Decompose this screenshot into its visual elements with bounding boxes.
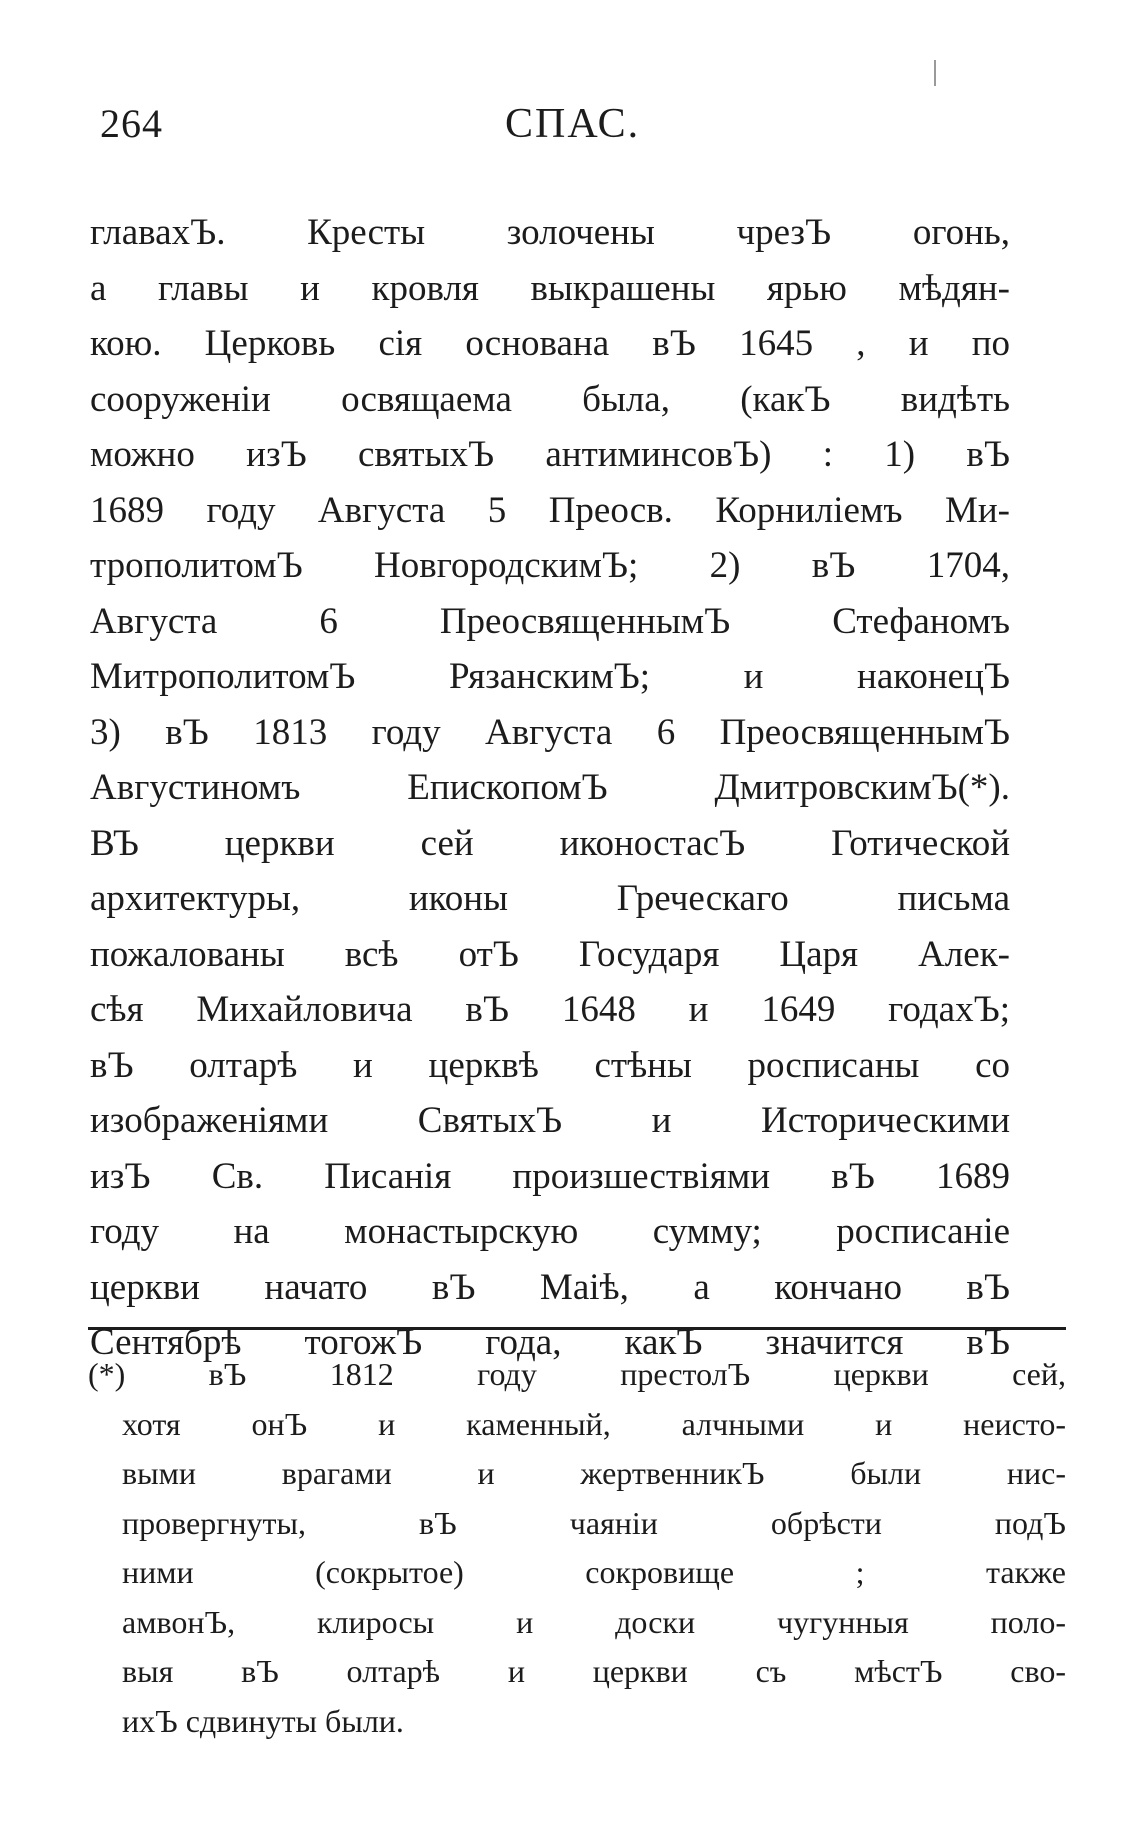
body-line: архитектуры, иконы Греческаго письма (90, 878, 1010, 919)
body-line: Августиномъ ЕпископомЪ ДмитровскимЪ(*). (90, 767, 1010, 808)
footnote-line: выя вЪ олтарѣ и церкви съ мѣстЪ сво- (122, 1653, 1066, 1689)
footnote-divider (88, 1327, 1066, 1330)
body-line: церкви начато вЪ Маіѣ, а кончано вЪ (90, 1266, 1010, 1308)
body-line: главахЪ. Кресты золочены чрезЪ огонь, (90, 212, 1010, 253)
print-speck (934, 60, 936, 86)
body-line: ВЪ церкви сей иконостасЪ Готической (90, 822, 1010, 864)
body-line: изЪ Св. Писанія произшествіями вЪ 1689 (90, 1155, 1010, 1197)
body-line: МитрополитомЪ РязанскимЪ; и наконецЪ (90, 656, 1010, 697)
running-head: СПАС. (505, 101, 641, 147)
footnote-line: провергнуты, вЪ чаяніи обрѣсти подЪ (122, 1504, 1066, 1541)
body-line: а главы и кровля выкрашены ярью мѣдян- (90, 267, 1010, 309)
footnote-line: амвонЪ, клиросы и доски чугунныя поло- (122, 1603, 1066, 1640)
footnote-line: хотя онЪ и каменный, алчными и неисто- (122, 1405, 1066, 1442)
footnote-line: ними (сокрытое) сокровище ; также (122, 1554, 1066, 1590)
body-line: Сентябрѣ тогожЪ года, какЪ значится вЪ (90, 1322, 1010, 1363)
body-line: сооруженіи освящаема была, (какЪ видѣть (90, 378, 1010, 420)
footnote-line: ихЪ сдвинуты были. (122, 1702, 404, 1739)
body-line: 1689 году Августа 5 Преосв. Корниліемъ Ми- (90, 489, 1010, 531)
footnote (88, 1350, 1066, 1746)
footnote-line: выми врагами и жертвенникЪ были нис- (122, 1455, 1066, 1491)
body-line: сѣя Михайловича вЪ 1648 и 1649 годахЪ; (90, 989, 1010, 1030)
page-header (100, 100, 920, 160)
body-line: 3) вЪ 1813 году Августа 6 ПреосвященнымЪ (90, 711, 1010, 753)
body-line: Августа 6 ПреосвященнымЪ Стефаномъ (90, 600, 1010, 642)
body-line: вЪ олтарѣ и церквѣ стѣны росписаны со (90, 1044, 1010, 1086)
body-line: трополитомЪ НовгородскимЪ; 2) вЪ 1704, (90, 545, 1010, 586)
body-line: можно изЪ святыхЪ антиминсовЪ) : 1) вЪ (90, 434, 1010, 475)
body-text (90, 205, 1010, 1371)
body-line: кою. Церковь сія основана вЪ 1645 , и по (90, 323, 1010, 364)
body-line: изображеніями СвятыхЪ и Историческими (90, 1100, 1010, 1141)
footnote-line: (*) вЪ 1812 году престолЪ церкви сей, (88, 1356, 1066, 1392)
page-number: 264 (100, 101, 163, 146)
body-line: пожалованы всѣ отЪ Государя Царя Алек- (90, 933, 1010, 975)
body-line: году на монастырскую сумму; росписаніе (90, 1211, 1010, 1252)
